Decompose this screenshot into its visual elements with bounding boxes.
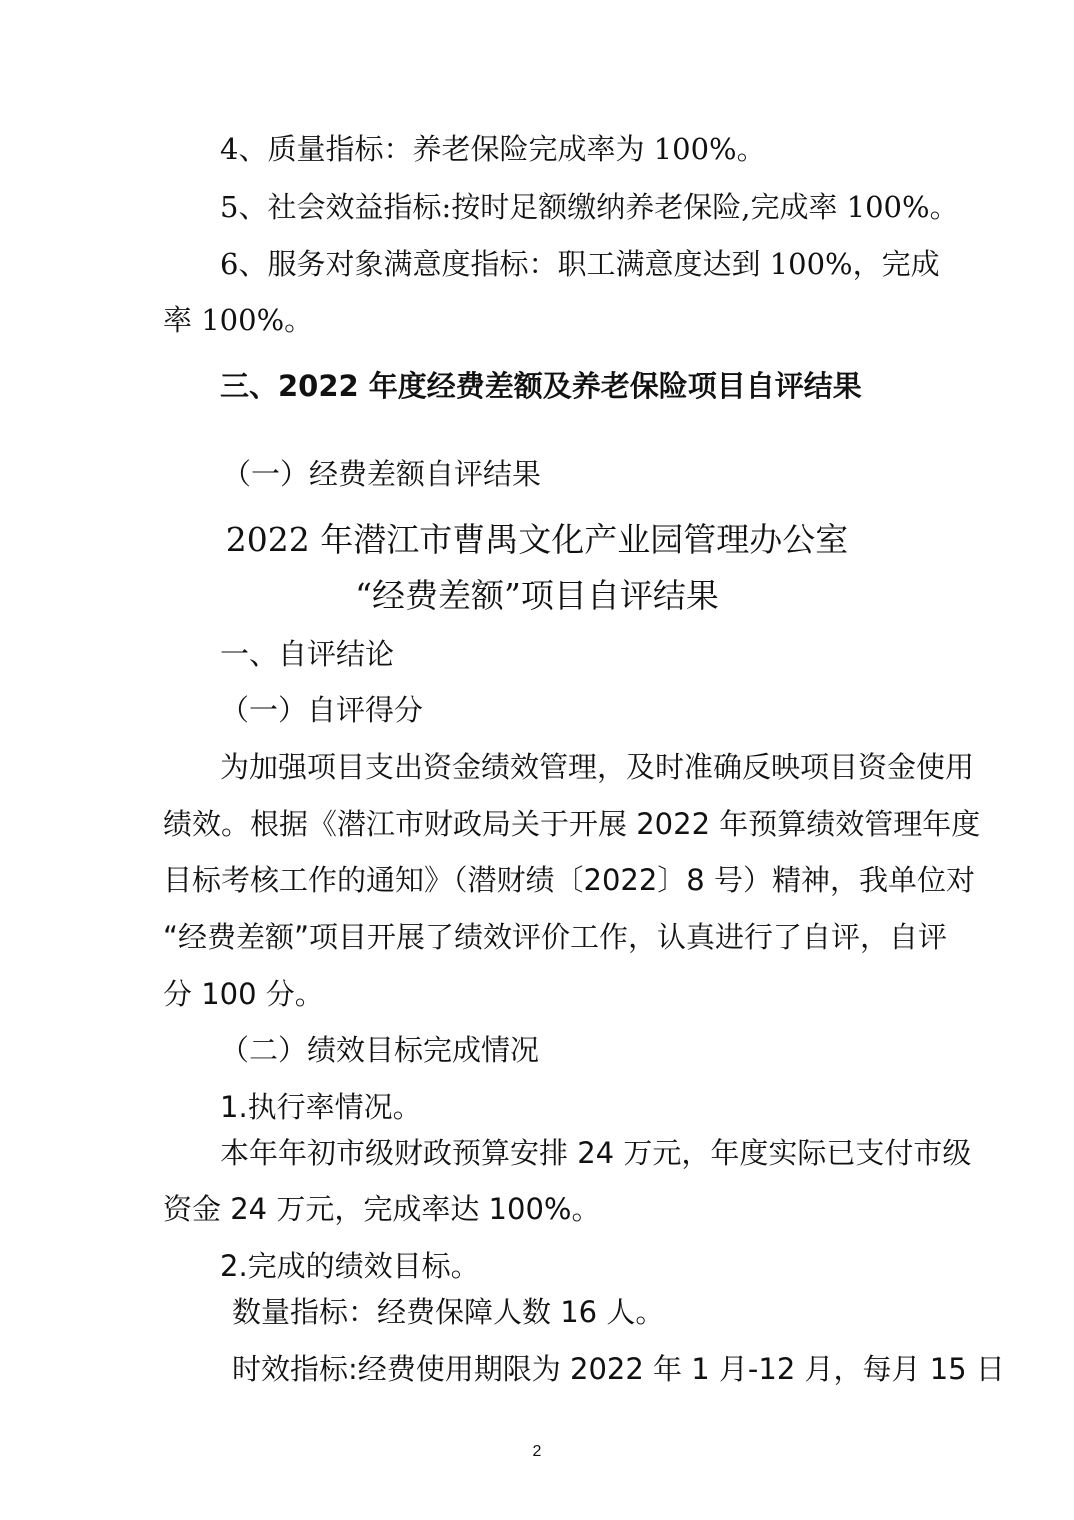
- heading-self-evaluation-score: （一）自评得分: [220, 693, 424, 727]
- paragraph-score-line-5: 分 100 分。: [163, 977, 324, 1011]
- heading-self-evaluation-conclusion: 一、自评结论: [220, 637, 395, 671]
- paragraph-satisfaction-indicator-cont: 率 100%。: [163, 303, 314, 337]
- paragraph-quantity-indicator: 数量指标：经费保障人数 16 人。: [232, 1295, 665, 1329]
- heading-performance-goals: （二）绩效目标完成情况: [220, 1033, 540, 1067]
- paragraph-execution-rate-line-1: 本年年初市级财政预算安排 24 万元，年度实际已支付市级: [220, 1136, 972, 1170]
- report-title-line-1: 2022 年潜江市曹禺文化产业园管理办公室: [225, 520, 849, 559]
- paragraph-quality-indicator: 4、质量指标：养老保险完成率为 100%。: [220, 132, 766, 166]
- paragraph-time-indicator: 时效指标:经费使用期限为 2022 年 1 月-12 月，每月 15 日: [232, 1352, 1005, 1386]
- paragraph-score-line-3: 目标考核工作的通知》（潜财绩〔2022〕8 号）精神，我单位对: [163, 863, 975, 897]
- paragraph-satisfaction-indicator: 6、服务对象满意度指标：职工满意度达到 100%，完成: [220, 247, 940, 281]
- paragraph-score-line-2: 绩效。根据《潜江市财政局关于开展 2022 年预算绩效管理年度: [163, 807, 981, 841]
- paragraph-score-line-1: 为加强项目支出资金绩效管理，及时准确反映项目资金使用: [220, 750, 975, 784]
- section-heading-three: 三、2022 年度经费差额及养老保险项目自评结果: [220, 369, 862, 403]
- paragraph-social-benefit-indicator: 5、社会效益指标:按时足额缴纳养老保险,完成率 100%。: [220, 190, 959, 224]
- subsection-heading-fee-difference: （一）经费差额自评结果: [222, 457, 542, 491]
- paragraph-execution-rate-line-2: 资金 24 万元，完成率达 100%。: [163, 1192, 601, 1226]
- heading-execution-rate: 1.执行率情况。: [220, 1090, 422, 1124]
- heading-completed-goals: 2.完成的绩效目标。: [220, 1249, 480, 1283]
- page-number: 2: [532, 1443, 542, 1460]
- report-title-line-2: “经费差额”项目自评结果: [355, 576, 719, 615]
- paragraph-score-line-4: “经费差额”项目开展了绩效评价工作，认真进行了自评，自评: [163, 920, 948, 954]
